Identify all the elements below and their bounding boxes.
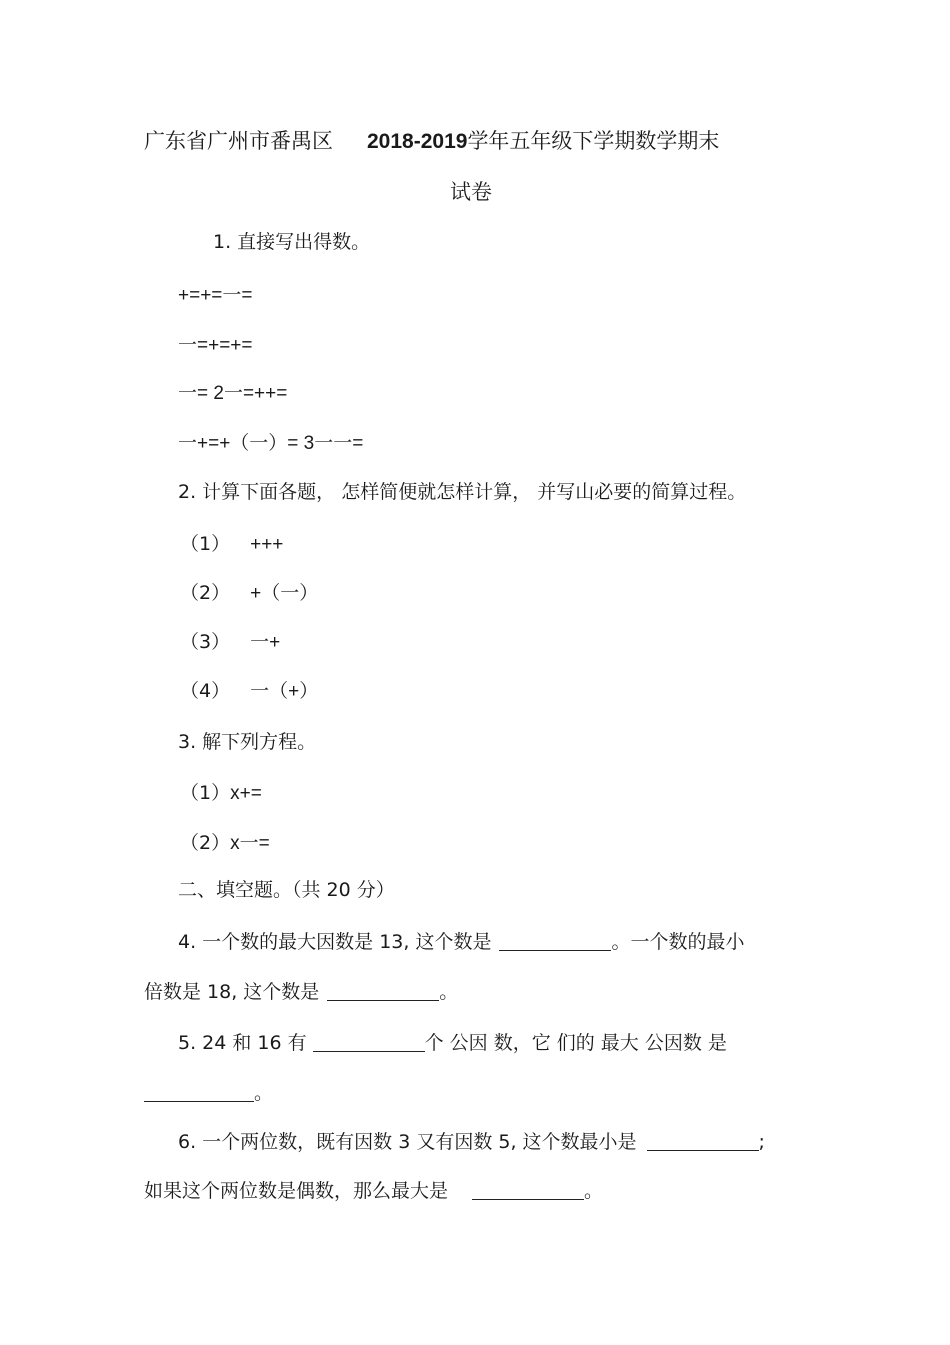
- q1-heading: 1. 直接写出得数。: [213, 231, 371, 253]
- q2-item-label: （3）: [180, 631, 231, 653]
- page-title-line2: 试卷: [450, 180, 492, 204]
- q3-item-label: （1）: [180, 782, 231, 804]
- q5-text-b: 个 公因 数，它 们的 最大 公因数 是: [424, 1032, 727, 1054]
- q6-text-b: ;: [758, 1131, 765, 1153]
- q2-item-label: （4）: [180, 680, 231, 702]
- q2-item-expr: +++: [250, 534, 284, 555]
- q2-item-1: [180, 535, 283, 554]
- q6-text-a: 6. 一个两位数，既有因数 3 又有因数 5, 这个数最小是: [178, 1131, 637, 1153]
- q3-item-label: （2）: [180, 832, 231, 854]
- q3-item-2: [180, 834, 270, 853]
- title-year: 2018-2019: [367, 130, 468, 153]
- q3-item-expr: x一=: [230, 833, 270, 854]
- q1-line-3: 一= 2一=++=: [178, 383, 288, 404]
- q1-line-4: 一+=+（一）= 3一一=: [178, 433, 364, 454]
- q6-line-1: [178, 1132, 765, 1152]
- q2-item-3: [180, 633, 280, 652]
- q5-answer-blank-1[interactable]: [313, 1033, 425, 1052]
- q2-item-expr: 一+: [250, 632, 281, 653]
- q5-line-2: [144, 1083, 273, 1103]
- q4-line-1: [178, 932, 744, 952]
- q2-item-label: （1）: [180, 533, 231, 555]
- q5-text-a: 5. 24 和 16 有: [178, 1032, 307, 1054]
- q2-item-2: [180, 584, 318, 603]
- q2-heading: 2. 计算下面各题， 怎样简便就怎样计算， 并写山必要的简算过程。: [178, 481, 747, 503]
- q6-answer-blank-1[interactable]: [647, 1132, 759, 1151]
- q1-line-2: 一=+=+=: [178, 335, 253, 356]
- section2-heading: 二、填空题。（共 20 分）: [178, 879, 395, 901]
- q4-text-c: 倍数是 18, 这个数是: [144, 981, 320, 1003]
- page-title-line1: [144, 131, 719, 152]
- q6-text-d: 。: [584, 1180, 604, 1202]
- q3-item-expr: x+=: [230, 783, 262, 804]
- q3-heading: 3. 解下列方程。: [178, 731, 317, 753]
- q3-item-1: [180, 784, 262, 803]
- title-suffix: 学年五年级下学期数学期末: [467, 129, 720, 153]
- q4-text-d: 。: [439, 981, 459, 1003]
- title-prefix: 广东省广州市番禺区: [144, 129, 333, 153]
- q4-text-a: 4. 一个数的最大因数是 13, 这个数是: [178, 931, 492, 953]
- q5-answer-blank-2[interactable]: [144, 1083, 254, 1102]
- q1-line-1: +=+=一=: [178, 285, 253, 306]
- q6-text-c: 如果这个两位数是偶数，那么最大是: [144, 1180, 449, 1202]
- q4-answer-blank-1[interactable]: [499, 932, 611, 951]
- q4-line-2: [144, 982, 458, 1002]
- q2-item-expr: +（一）: [250, 583, 319, 604]
- q5-text-c: 。: [254, 1082, 274, 1104]
- q5-line-1: [178, 1033, 727, 1053]
- q4-text-b: 。一个数的最小: [611, 931, 745, 953]
- q6-line-2: [144, 1181, 603, 1201]
- q6-answer-blank-2[interactable]: [472, 1181, 584, 1200]
- q2-item-4: [180, 682, 318, 701]
- q2-item-expr: 一（+）: [250, 681, 319, 702]
- q2-item-label: （2）: [180, 582, 231, 604]
- q4-answer-blank-2[interactable]: [327, 982, 439, 1001]
